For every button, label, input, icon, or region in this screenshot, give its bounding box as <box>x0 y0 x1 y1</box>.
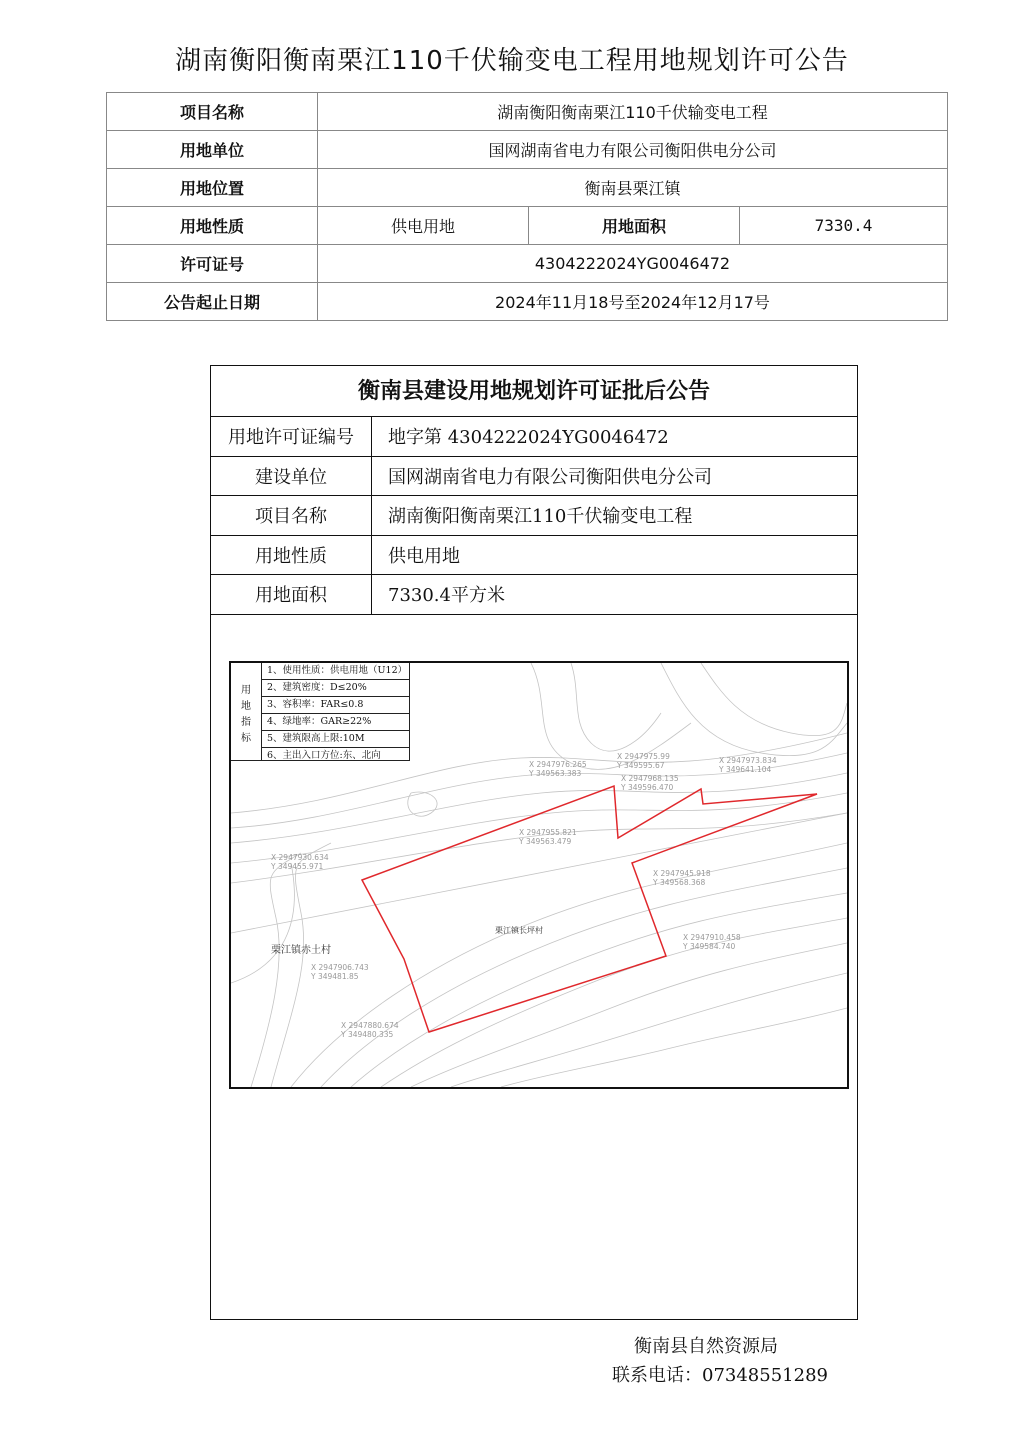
coordinate-label: X 2947906.743 Y 349481.85 <box>311 963 369 981</box>
land-nature-label: 用地性质 <box>107 207 318 245</box>
coordinate-label: X 2947968.135 Y 349596.470 <box>621 774 679 792</box>
index-side-char: 用 <box>241 685 251 696</box>
contact-phone: 联系电话：07348551289 <box>612 1365 828 1386</box>
notice-permit-label: 用地许可证编号 <box>211 417 372 456</box>
notice-builder-value: 国网湖南省电力有限公司衡阳供电分公司 <box>388 466 712 488</box>
notice-title: 衡南县建设用地规划许可证批后公告 <box>211 366 857 417</box>
land-unit-label: 用地单位 <box>107 131 318 169</box>
agency-name: 衡南县自然资源局 <box>634 1336 778 1357</box>
coordinate-label: X 2947973.834 Y 349641.104 <box>719 756 777 774</box>
project-name-value: 湖南衡阳衡南栗江110千伏输变电工程 <box>318 93 948 131</box>
land-use-index-table <box>231 663 410 761</box>
land-area-value: 7330.4 <box>740 207 948 245</box>
notice-row <box>211 536 857 576</box>
notice-row <box>211 575 857 615</box>
table-row <box>107 93 948 131</box>
table-row <box>107 131 948 169</box>
land-area-label: 用地面积 <box>529 207 740 245</box>
coordinate-label: X 2947976.265 Y 349563.383 <box>529 760 587 778</box>
index-side-char: 标 <box>241 733 251 744</box>
index-item: 6、主出入口方位:东、北向 <box>267 750 381 761</box>
index-side-char: 指 <box>241 717 251 728</box>
village-label: 栗江镇赤土村 <box>271 945 331 956</box>
coordinate-label: X 2947945.918 Y 349568.368 <box>653 869 711 887</box>
table-row <box>107 245 948 283</box>
notice-period-value: 2024年11月18号至2024年12月17号 <box>318 283 948 321</box>
coordinate-label: X 2947975.99 Y 349595.67 <box>617 752 670 770</box>
permit-no-label: 许可证号 <box>107 245 318 283</box>
notice-project-label: 项目名称 <box>211 496 372 535</box>
site-label: 栗江镇长坪村 <box>495 926 543 935</box>
index-item: 4、绿地率：GAR≥22% <box>261 714 409 731</box>
index-item: 3、容积率：FAR≤0.8 <box>261 697 409 714</box>
table-row <box>107 207 948 245</box>
land-nature-value: 供电用地 <box>318 207 529 245</box>
notice-builder-label: 建设单位 <box>211 457 372 496</box>
notice-period-label: 公告起止日期 <box>107 283 318 321</box>
page-title: 湖南衡阳衡南栗江110千伏输变电工程用地规划许可公告 <box>175 46 849 76</box>
table-row <box>107 169 948 207</box>
index-item: 2、建筑密度：D≤20% <box>261 680 409 697</box>
notice-permit-value: 地字第 4304222024YG0046472 <box>388 427 669 449</box>
summary-table <box>106 92 948 321</box>
index-side-column <box>231 663 262 760</box>
site-plan-map <box>229 661 849 1089</box>
coordinate-label: X 2947955.821 Y 349563.479 <box>519 828 577 846</box>
land-unit-value: 国网湖南省电力有限公司衡阳供电分公司 <box>318 131 948 169</box>
boundary-polygon <box>362 786 817 1032</box>
notice-row <box>211 457 857 497</box>
land-location-label: 用地位置 <box>107 169 318 207</box>
notice-nature-value: 供电用地 <box>388 545 460 567</box>
notice-row <box>211 417 857 457</box>
coordinate-label: X 2947930.634 Y 349455.971 <box>271 853 329 871</box>
notice-area-label: 用地面积 <box>211 575 372 614</box>
approval-notice <box>210 365 858 1320</box>
notice-row <box>211 496 857 536</box>
notice-project-value: 湖南衡阳衡南栗江110千伏输变电工程 <box>388 506 693 528</box>
notice-area-value: 7330.4平方米 <box>388 585 505 607</box>
project-name-label: 项目名称 <box>107 93 318 131</box>
land-location-value: 衡南县栗江镇 <box>318 169 948 207</box>
index-item: 5、建筑限高上限:10M <box>261 731 409 748</box>
notice-nature-label: 用地性质 <box>211 536 372 575</box>
index-side-char: 地 <box>241 701 251 712</box>
coordinate-label: X 2947910.458 Y 349584.740 <box>683 933 741 951</box>
table-row <box>107 283 948 321</box>
index-item: 1、使用性质：供电用地（U12） <box>261 663 409 680</box>
permit-no-value: 4304222024YG0046472 <box>318 245 948 283</box>
coordinate-label: X 2947880.674 Y 349480.335 <box>341 1021 399 1039</box>
